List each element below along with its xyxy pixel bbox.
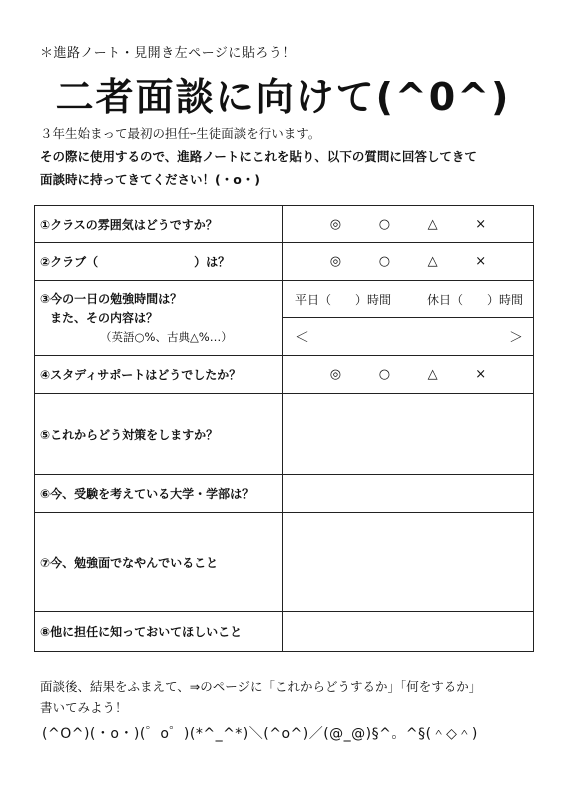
question-3-line-1: ③今の一日の勉強時間は？ <box>40 291 183 306</box>
question-4: ④スタディサポートはどうでしたか？ <box>35 356 283 394</box>
question-3 <box>35 281 283 356</box>
question-8: ⑧他に担任に知っておいてほしいこと <box>35 612 283 652</box>
answer-3-study-hours[interactable] <box>283 281 534 318</box>
table-row <box>35 243 534 281</box>
answer-7-field[interactable] <box>283 513 534 612</box>
answer-4-options[interactable] <box>283 356 534 394</box>
bracket-open: ＜ <box>295 329 309 346</box>
page-title: 二者面談に向けて(^0^) <box>55 75 511 119</box>
emoticon-row: (^O^)(・o・)(゜o゜)(*^_^*)＼(^o^)／(@_@)§^。^§(＾◇＾) <box>42 726 478 742</box>
weekday-hours-field[interactable]: 平日（ ）時間 <box>295 292 392 307</box>
answer-5-field[interactable] <box>283 394 534 475</box>
option-double-circle[interactable]: ◎ <box>329 254 342 269</box>
question-5: ⑤これからどう対策をしますか？ <box>35 394 283 475</box>
intro-line-3: 面談時に持ってきてください！(・o・) <box>40 172 261 187</box>
table-row <box>35 612 534 652</box>
option-cross[interactable]: × <box>475 254 487 269</box>
answer-1-options[interactable] <box>283 206 534 243</box>
after-interview-note <box>40 676 481 718</box>
intro-line-1: ３年生始まって最初の担任ｰ生徒面談を行います。 <box>40 126 321 141</box>
option-cross[interactable]: × <box>475 216 487 232</box>
intro-text <box>40 122 540 191</box>
answer-6-field[interactable] <box>283 475 534 513</box>
table-row <box>35 206 534 243</box>
after-line-1: 面談後、結果をふまえて、⇒のページに「これからどうするか」「何をするか」 <box>40 679 482 694</box>
option-double-circle[interactable]: ◎ <box>329 367 342 382</box>
intro-line-2: その際に使用するので、進路ノートにこれを貼り、以下の質問に回答してきて <box>40 149 477 164</box>
question-6: ⑥今、受験を考えている大学・学部は？ <box>35 475 283 513</box>
holiday-hours-field[interactable]: 休日（ ）時間 <box>426 292 523 307</box>
question-2: ②クラブ（ ）は？ <box>35 243 283 281</box>
table-row <box>35 356 534 394</box>
answer-3-study-content[interactable] <box>283 318 534 356</box>
option-triangle[interactable]: △ <box>427 216 438 232</box>
question-7: ⑦今、勉強面でなやんでいること <box>35 513 283 612</box>
question-3-line-2: また、その内容は？ <box>50 310 159 325</box>
answer-8-field[interactable] <box>283 612 534 652</box>
option-circle[interactable]: ○ <box>378 367 391 382</box>
option-cross[interactable]: × <box>475 367 487 382</box>
option-circle[interactable]: ○ <box>378 254 391 269</box>
answer-2-options[interactable] <box>283 243 534 281</box>
bracket-close: ＞ <box>509 329 523 346</box>
question-1: ①クラスの雰囲気はどうですか？ <box>35 206 283 243</box>
after-line-2: 書いてみよう！ <box>40 700 128 715</box>
table-row <box>35 394 534 475</box>
questionnaire-table <box>34 205 534 652</box>
option-triangle[interactable]: △ <box>427 254 438 269</box>
table-row <box>35 281 534 318</box>
header-note: ＊進路ノート・見開き左ページに貼ろう！ <box>40 46 296 61</box>
option-double-circle[interactable]: ◎ <box>329 216 342 232</box>
option-triangle[interactable]: △ <box>427 367 438 382</box>
table-row <box>35 513 534 612</box>
question-3-line-3: （英語○%、古典△%…） <box>100 329 233 344</box>
option-circle[interactable]: ○ <box>378 216 391 232</box>
table-row <box>35 475 534 513</box>
